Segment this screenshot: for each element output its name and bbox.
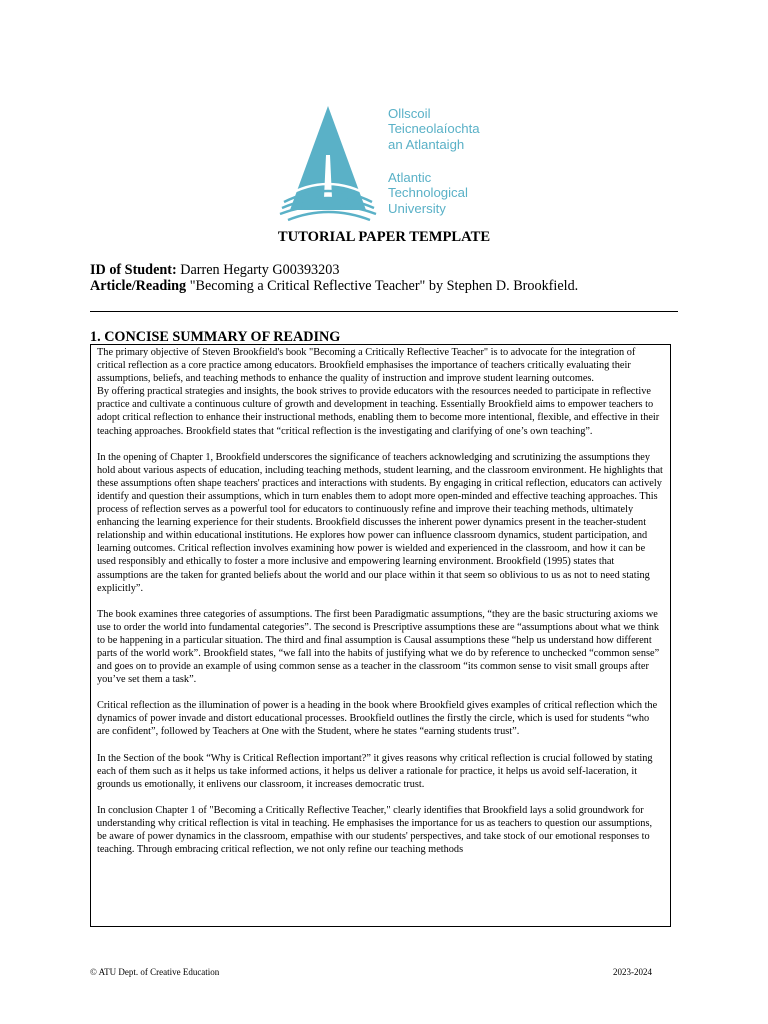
logo-irish-line: Ollscoil bbox=[388, 106, 431, 121]
logo-english-line: Atlantic bbox=[388, 170, 432, 185]
summary-paragraph: In conclusion Chapter 1 of "Becoming a Critically Reflective Teacher," clearly identifies that Brookfield lays a solid groundwork for understanding why critical reflection is vital in teaching. He emphasises the importance for us as teachers to question our assumptions, be aware of power dynamics in the classroom, empathise with our students' perspectives, and take stock of our emotional responses to teaching. Through embracing critical reflection, we not only refine our teaching methods bbox=[97, 804, 653, 856]
logo-irish-line: an Atlantaigh bbox=[388, 136, 465, 152]
student-id-line bbox=[90, 262, 339, 279]
summary-paragraph: The book examines three categories of assumptions. The first been Paradigmatic assumptions, “they are the basic structuring axioms we use to order the world into fundamental categories”. The second is Prescriptive assumptions these are “assumptions about what we think to be happening in a particular situation. The third and final assumption is Causal assumptions these “help us understand how different parts of the world work”. Brookfield states, “we fall into the habits of justifying what we do by reference to unchecked “common sense” and goes on to provide an example of using common sense as a teacher in the classroom “its common sense to visit small groups after you’ve set them a task”. bbox=[97, 608, 660, 686]
document-title: TUTORIAL PAPER TEMPLATE bbox=[277, 229, 491, 245]
atu-triangle-logo-icon bbox=[276, 100, 386, 222]
summary-paragraph: By offering practical strategies and insights, the book strives to provide educators with the resources needed to participate in reflective practice and cultivate a continuous culture of growth and development in teaching. Essentially Brookfield aims to empower teachers to adopt critical reflection to enhance their instructional methods, enabling them to become more intentional, flexible, and effective in their teaching approaches. Brookfield states that “critical reflection is the investigating and clarifying of one’s own teaching”. bbox=[97, 386, 660, 437]
logo-irish-line: Teicneolaíochta bbox=[388, 121, 480, 137]
logo-english-name bbox=[388, 170, 468, 216]
footer-copyright: © ATU Dept. of Creative Education bbox=[90, 967, 220, 977]
section-heading: 1. CONCISE SUMMARY OF READING bbox=[90, 329, 341, 345]
horizontal-divider bbox=[90, 311, 678, 312]
summary-paragraph: The primary objective of Steven Brookfield's book "Becoming a Critically Reflective Teacher" is to advocate for the integration of critical reflection as a core practice among educators. Brookfield emphasises the importance of teachers critically evaluating their assumptions, beliefs, and teaching methods to enhance the quality of instruction and improve student learning outcomes. bbox=[97, 347, 636, 385]
logo-english-line: Technological bbox=[388, 185, 468, 201]
footer-year: 2023-2024 bbox=[613, 967, 652, 977]
summary-paragraph: Critical reflection as the illumination of power is a heading in the book where Brookfield gives examples of critical reflection which the dynamics of power invade and distort educational processes. Brookfield outlines the firstly the circle, which is used for students “who are confident”, followed by Teachers at One with the Student, where he states “earning students trust”. bbox=[97, 700, 658, 738]
atu-logo bbox=[276, 100, 496, 222]
student-id-label: ID of Student: bbox=[90, 262, 177, 278]
summary-paragraph: In the Section of the book “Why is Critical Reflection important?” it gives reasons why critical reflection is crucial followed by stating each of them such as it helps us take informed actions, it helps us deliver a rationale for practice, it helps us avoid self-laceration, it grounds us emotionally, it enlivens our classroom, it increases democratic trust. bbox=[97, 752, 653, 790]
student-id-value: Darren Hegarty G00393203 bbox=[180, 262, 340, 278]
summary-paragraph: In the opening of Chapter 1, Brookfield underscores the significance of teachers acknowledging and scrutinizing the assumptions they hold about various aspects of education, including teaching methods, student learning, and the classroom environment. He highlights that these assumptions often shape teachers' practices and interactions with students. By engaging in critical reflection, educators can actively identify and question their assumptions, which in turn enables them to adopt more open-minded and effective teaching approaches. This process of reflection serves as a powerful tool for educators to continuously refine and improve their teaching methods, ultimately enhancing the learning experience for their students. Brookfield discusses the inherent power dynamics present in the teacher-student relationship and within educational institutions. He explores how power can influence classroom dynamics, student participation, and learning outcomes. Critical reflection involves examining how power is wielded and experienced in the classroom, and how it can be used responsibly and ethically to foster a more inclusive and empowering learning environment. Brookfield (1995) states that assumptions are the taken for granted beliefs about the world and our place within it that seem so oblivious to us as not to need stating explicitly”. bbox=[97, 451, 663, 594]
summary-text-box bbox=[90, 344, 671, 927]
logo-english-line: University bbox=[388, 200, 446, 216]
logo-irish-name bbox=[388, 106, 480, 152]
article-label: Article/Reading bbox=[90, 278, 187, 294]
article-value: "Becoming a Critical Reflective Teacher" by Stephen D. Brookfield. bbox=[189, 278, 579, 294]
article-line bbox=[90, 278, 578, 295]
